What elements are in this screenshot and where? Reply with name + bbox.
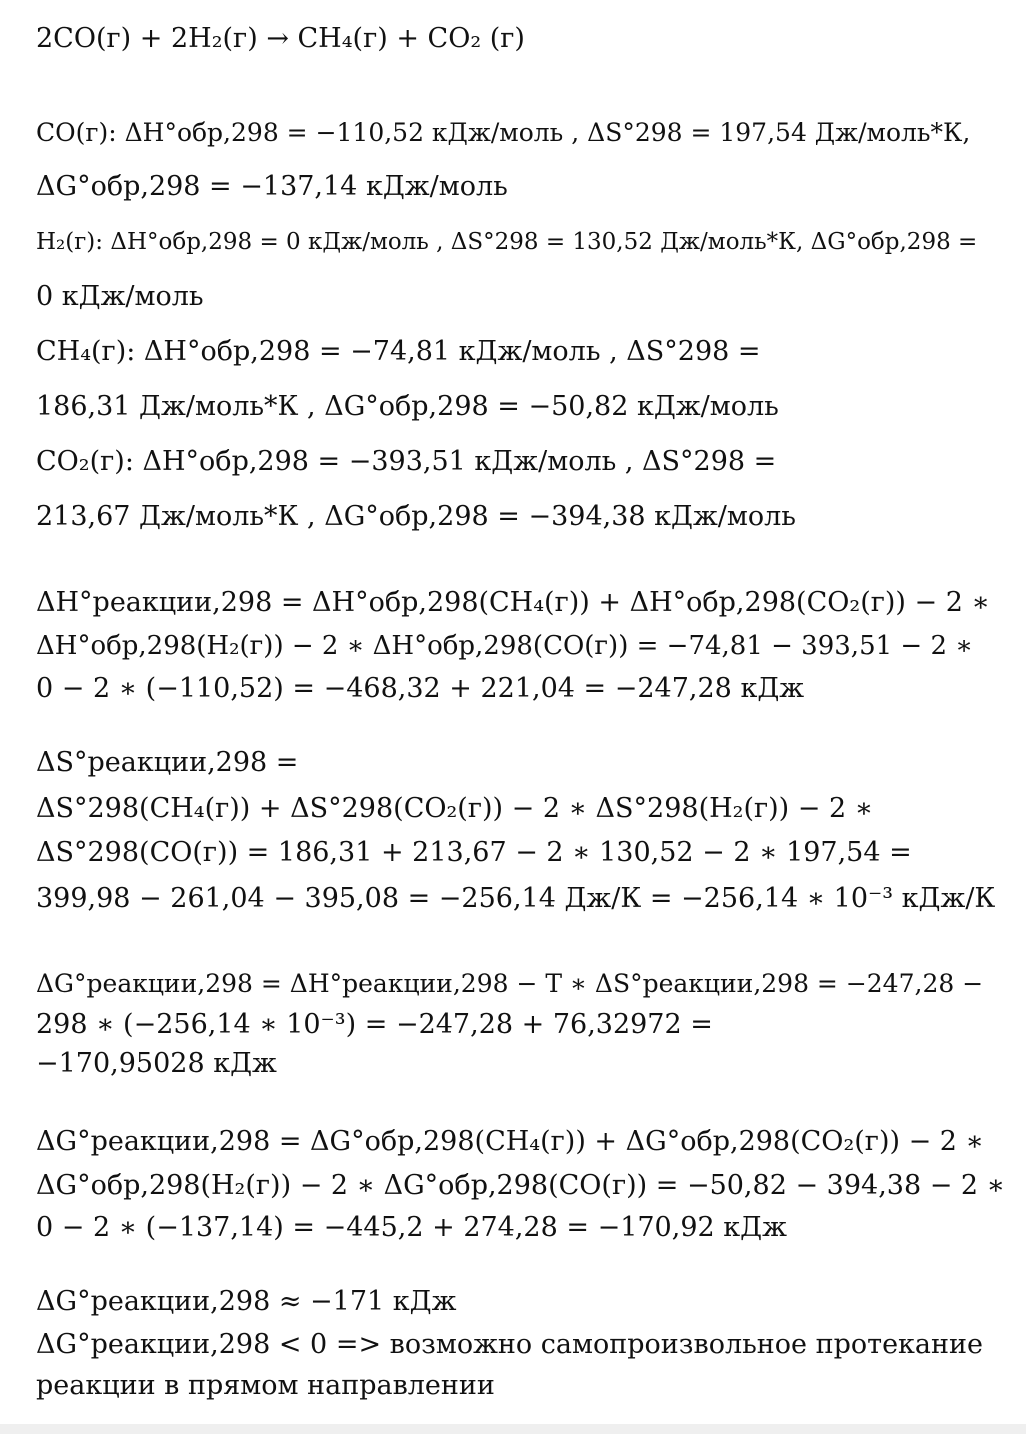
conclusion-line-1: ΔG°реакции,298 < 0 => возможно самопроизвольное протекание <box>36 1329 984 1360</box>
entropy-line-1: ΔS°реакции,298 = <box>36 747 299 778</box>
conclusion-line-2: реакции в прямом направлении <box>36 1370 495 1401</box>
co-data-line-2: ΔG°обр,298 = −137,14 кДж/моль <box>36 171 508 202</box>
enthalpy-line-3: 0 − 2 ∗ (−110,52) = −468,32 + 221,04 = −247,28 кДж <box>36 673 805 704</box>
entropy-line-2: ΔS°298(CH₄(г)) + ΔS°298(CO₂(г)) − 2 ∗ ΔS°298(H₂(г)) − 2 ∗ <box>36 793 874 824</box>
h2-data-line-1: H₂(г): ΔH°обр,298 = 0 кДж/моль , ΔS°298 = 130,52 Дж/моль*К, ΔG°обр,298 = <box>36 229 978 255</box>
reaction-equation: 2CO(г) + 2H₂(г) → CH₄(г) + CO₂ (г) <box>36 23 525 54</box>
co2-data-line-1: CO₂(г): ΔH°обр,298 = −393,51 кДж/моль , ΔS°298 = <box>36 446 777 477</box>
co-data-line-1: CO(г): ΔH°обр,298 = −110,52 кДж/моль , ΔS°298 = 197,54 Дж/моль*К, <box>36 118 971 147</box>
gibbs-calc-line-2: 298 ∗ (−256,14 ∗ 10⁻³) = −247,28 + 76,32972 = <box>36 1009 713 1040</box>
co2-data-line-2: 213,67 Дж/моль*К , ΔG°обр,298 = −394,38 кДж/моль <box>36 501 797 532</box>
h2-data-line-2: 0 кДж/моль <box>36 281 204 312</box>
entropy-line-3: ΔS°298(CO(г)) = 186,31 + 213,67 − 2 ∗ 130,52 − 2 ∗ 197,54 = <box>36 837 912 868</box>
enthalpy-line-2: ΔH°обр,298(H₂(г)) − 2 ∗ ΔH°обр,298(CO(г)) = −74,81 − 393,51 − 2 ∗ <box>36 631 973 661</box>
gibbs-formation-line-3: 0 − 2 ∗ (−137,14) = −445,2 + 274,28 = −170,92 кДж <box>36 1212 787 1243</box>
ch4-data-line-1: CH₄(г): ΔH°обр,298 = −74,81 кДж/моль , ΔS°298 = <box>36 336 761 367</box>
gibbs-formation-line-1: ΔG°реакции,298 = ΔG°обр,298(CH₄(г)) + ΔG°обр,298(CO₂(г)) − 2 ∗ <box>36 1126 984 1157</box>
gibbs-result-line: ΔG°реакции,298 ≈ −171 кДж <box>36 1286 457 1317</box>
entropy-line-4: 399,98 − 261,04 − 395,08 = −256,14 Дж/К = −256,14 ∗ 10⁻³ кДж/К <box>36 883 996 914</box>
page-bottom-border <box>0 1424 1026 1434</box>
enthalpy-line-1: ΔH°реакции,298 = ΔH°обр,298(CH₄(г)) + ΔH°обр,298(CO₂(г)) − 2 ∗ <box>36 587 990 618</box>
ch4-data-line-2: 186,31 Дж/моль*К , ΔG°обр,298 = −50,82 кДж/моль <box>36 391 779 422</box>
gibbs-calc-line-1: ΔG°реакции,298 = ΔH°реакции,298 − T ∗ ΔS°реакции,298 = −247,28 − <box>36 969 984 998</box>
gibbs-formation-line-2: ΔG°обр,298(H₂(г)) − 2 ∗ ΔG°обр,298(CO(г)) = −50,82 − 394,38 − 2 ∗ <box>36 1170 1006 1201</box>
gibbs-calc-line-3: −170,95028 кДж <box>36 1048 277 1079</box>
